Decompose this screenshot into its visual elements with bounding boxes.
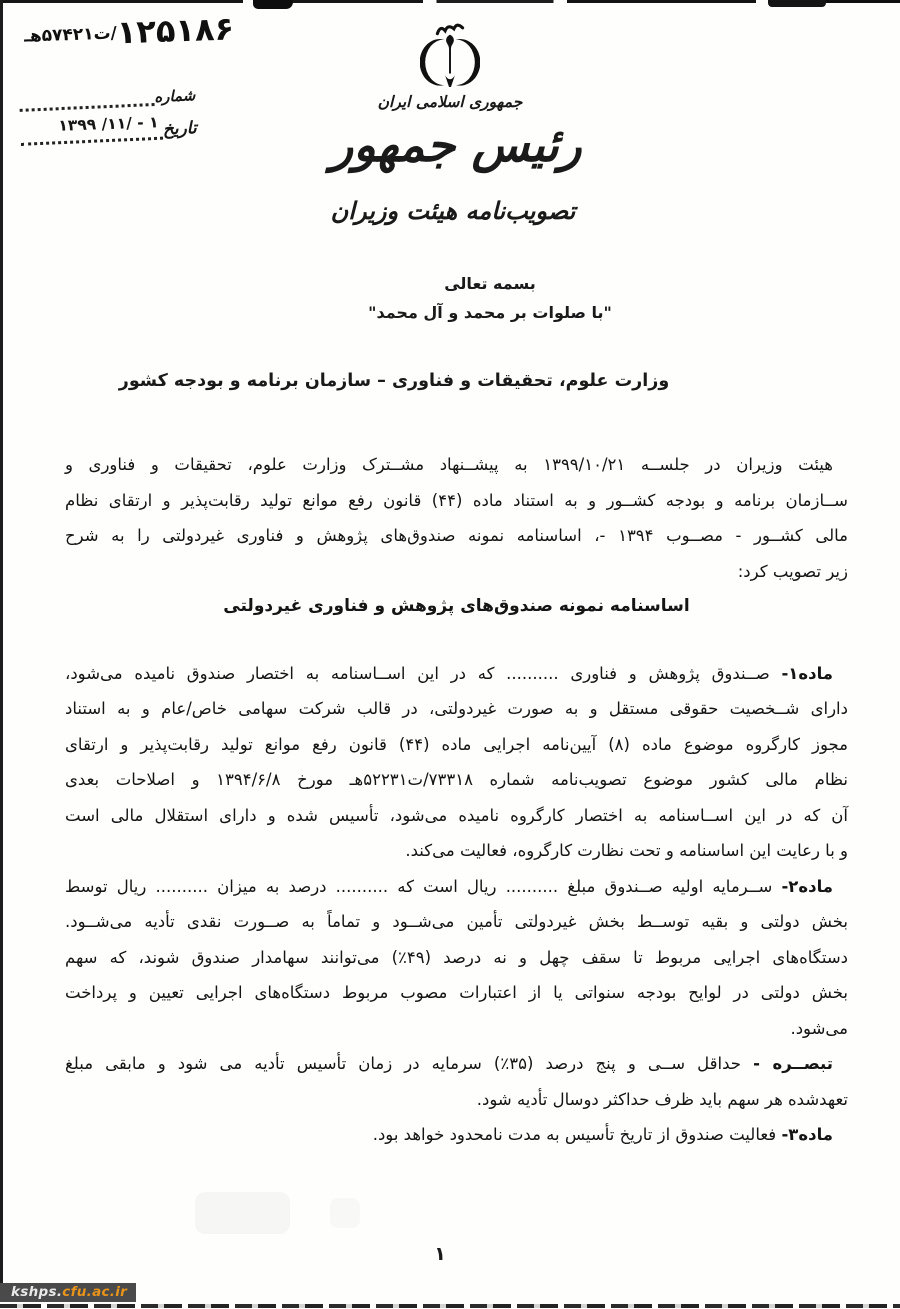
scan-artifact-blob [253,0,293,9]
scan-noise [330,1198,360,1228]
body-line-4: زیر تصویب کرد: [737,561,848,581]
reference-number-main: ۱۲۵۱۸۶ [116,9,235,52]
salawat-line: "با صلوات بر محمد و آل محمد" [368,303,612,322]
body-line-1: هیئت وزیران در جلســه ۱۳۹۹/۱۰/۲۱ به پیشــنهاد مشــترک وزارت علوم، تحقیقات و فناوری و [65,455,833,474]
body-line-11: و با رعایت این اساسنامه و تحت نظارت کارگروه، فعالیت می‌کند. [405,841,848,860]
scan-artifact-blob [768,0,826,7]
body-line-14: دستگاه‌های اجرایی مربوط تا سقف چهل و نه درصد (۴۹٪) می‌توانند سهامدار صندوق شوند، که سهم [65,947,849,967]
scan-artifact-bottom-line [0,1304,900,1308]
body-line-8: مجوز کارگروه موضوع ماده (۸) آیین‌نامه اجرایی ماده (۴۴) قانون رفع موانع تولید رقابت‌پذیر و ارتقای [65,734,848,754]
scan-artifact-top-line [0,0,900,3]
watermark-domain: cfu.ac.ir [62,1284,128,1300]
body-line-17: تبصــره - حداقل ســی و پنج درصد (۳۵٪) سرمایه در زمان تأسیس تأدیه می شود و مابقی مبلغ [65,1054,833,1073]
body-line-6: ماده۱- صــندوق پژوهش و فناوری .......... که در این اســاسنامه به اختصار صندوق نامیده می‌شود، [65,663,833,683]
watermark-dot: . [56,1284,63,1300]
body-line-12: ماده۲- ســرمایه اولیه صــندوق مبلغ .......... ریال است که .......... درصد به میزان .......... ریال توسط [65,876,833,896]
body-line-7: دارای شــخصیت حقوقی مستقل و به صورت غیردولتی، در قالب شرکت سهامی خاص/عام و به استناد [65,699,848,718]
body-line-2: ســازمان برنامه و بودجه کشــور و به استناد ماده (۴۴) قانون رفع موانع تولید رقابت‌پذیر و ارتقای نظام [65,490,848,510]
addressee-line: وزارت علوم، تحقیقات و فناوری – سازمان برنامه و بودجه کشور [118,371,670,391]
watermark-prefix: kshps [11,1284,57,1300]
body-line-5: اساسنامه نمونه صندوق‌های پژوهش و فناوری غیردولتی [223,596,690,616]
body-text [65,447,848,1153]
scan-noise [195,1192,290,1234]
body-line-15: بخش دولتی در لوایح بودجه سنواتی یا از اعتبارات مصوب مربوط دستگاه‌های اجرایی تعیین و پرداخت [65,983,848,1002]
date-label: تاریخ [162,118,198,140]
basmala-line: بسمه تعالی [444,274,536,293]
body-line-3: مالی کشــور - مصــوب ۱۳۹۴ -، اساسنامه نمونه صندوق‌های پژوهش و فناوری غیردولتی را به شرح [65,526,848,545]
republic-title: جمهوری اسلامی ایران [377,93,523,111]
scan-artifact-left-edge [0,0,3,1284]
president-title: رئیس جمهور [330,118,582,173]
body-line-16: می‌شود. [790,1018,848,1038]
reference-number-suffix: /ت۵۷۴۲۱هـ [23,23,118,47]
iran-emblem-icon [420,23,480,89]
page-number: ۱ [434,1243,446,1265]
watermark [0,1283,136,1302]
document-type-title: تصویب‌نامه هیئت وزیران [330,197,576,225]
date-value: ۱۳۹۹ /۱۱/ - ۱ [58,113,159,135]
body-line-10: آن که در این اســاسنامه به اختصار کارگروه نامیده می‌شود، تأسیس شده و دارای استقلال مالی است [65,805,848,825]
body-line-9: نظام مالی کشور موضوع تصویب‌نامه شماره ۷۳۳۱۸/ت۵۲۲۳۱هـ مورخ ۱۳۹۴/۶/۸ و اصلاحات بعدی [65,770,848,789]
number-label: شماره [153,86,196,106]
reference-number [23,9,234,54]
body-line-18: تعهدشده هر سهم باید ظرف حداکثر دوسال تأدیه شود. [476,1089,848,1109]
body-line-19: ماده۳- فعالیت صندوق از تاریخ تأسیس به مدت نامحدود خواهد بود. [372,1125,833,1144]
body-line-13: بخش دولتی و بقیه توســط بخش غیردولتی تأمین می‌شــود و تماماً به صــورت نقدی تأدیه می‌شــود. [65,912,848,931]
